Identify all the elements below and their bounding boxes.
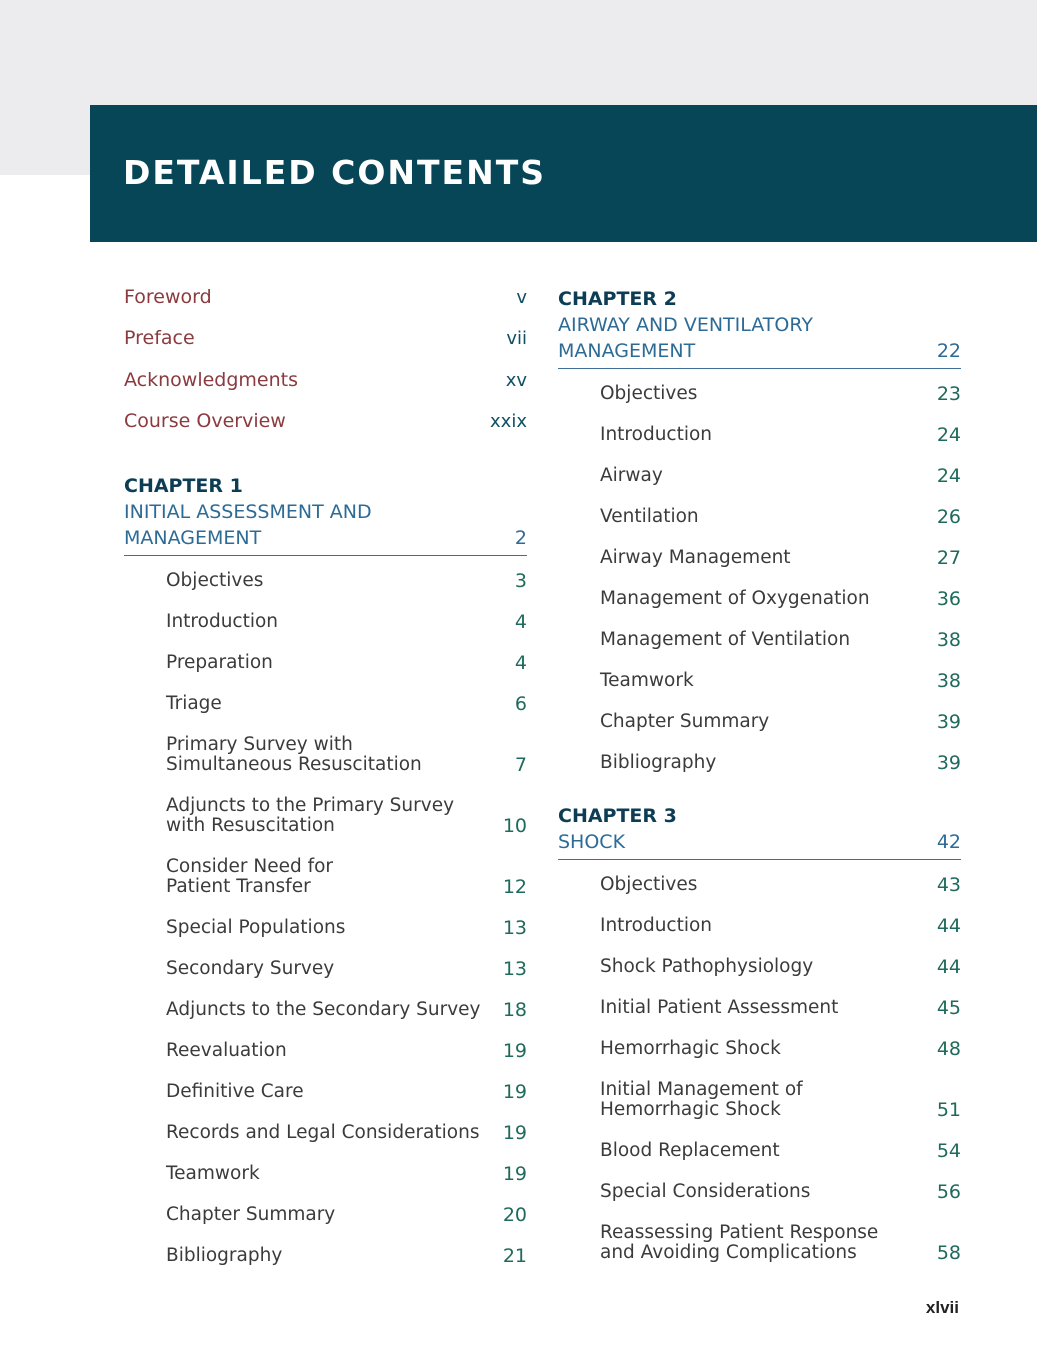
- entry-label: Teamwork: [166, 1163, 260, 1185]
- chapter-entries: [558, 369, 961, 779]
- entry-page: 24: [936, 424, 961, 446]
- entry-page: 6: [514, 693, 527, 716]
- front-matter-page: xxix: [490, 410, 527, 432]
- entry-page: 20: [502, 1204, 527, 1227]
- entry-label: Definitive Care: [166, 1081, 304, 1103]
- chapter-3: [558, 803, 961, 1269]
- front-matter-title: Preface: [124, 327, 195, 350]
- chapter-number: CHAPTER 1: [124, 475, 243, 498]
- page-number: xlvii: [925, 1298, 959, 1317]
- entry-label: Teamwork: [600, 670, 694, 691]
- entry-label: Special Considerations: [600, 1181, 811, 1202]
- entry-label: Management of Ventilation: [600, 629, 851, 650]
- toc-entry[interactable]: [558, 492, 961, 533]
- toc-entry[interactable]: [124, 720, 527, 781]
- entry-label: Shock Pathophysiology: [600, 956, 814, 977]
- entry-label: Hemorrhagic Shock: [600, 1038, 781, 1059]
- front-matter-list: [124, 286, 527, 451]
- entry-label: Preparation: [166, 652, 273, 674]
- entry-label: Adjuncts to the Primary Survey with Resuscitation: [166, 795, 455, 837]
- entry-page: 43: [936, 874, 961, 896]
- entry-page: 4: [514, 652, 527, 675]
- entry-page: 38: [936, 629, 961, 651]
- chapter-number: CHAPTER 2: [558, 288, 677, 310]
- left-column: [124, 286, 527, 1282]
- entry-page: 10: [502, 815, 527, 838]
- toc-entry[interactable]: [558, 369, 961, 410]
- entry-label: Initial Management of Hemorrhagic Shock: [600, 1079, 803, 1120]
- entry-label: Objectives: [600, 383, 698, 404]
- entry-label: Management of Oxygenation: [600, 588, 870, 609]
- entry-page: 44: [936, 956, 961, 978]
- toc-entry[interactable]: [124, 597, 527, 638]
- toc-entry[interactable]: [558, 983, 961, 1024]
- chapter-page: 42: [936, 831, 961, 853]
- entry-page: 7: [514, 754, 527, 777]
- entry-page: 45: [936, 997, 961, 1019]
- front-matter-title: Foreword: [124, 286, 212, 308]
- toc-entry[interactable]: [558, 860, 961, 901]
- entry-page: 36: [936, 588, 961, 610]
- toc-entry[interactable]: [124, 1067, 527, 1108]
- toc-entry[interactable]: [124, 842, 527, 903]
- entry-page: 18: [502, 999, 527, 1022]
- toc-entry[interactable]: [558, 615, 961, 656]
- front-matter-row[interactable]: [124, 327, 527, 368]
- front-matter-page: xv: [505, 369, 527, 391]
- chapter-page: 22: [936, 340, 961, 362]
- chapter-entries: [124, 556, 527, 1272]
- toc-entry[interactable]: [558, 451, 961, 492]
- toc-entry[interactable]: [124, 985, 527, 1026]
- entry-page: 3: [514, 570, 527, 593]
- toc-entry[interactable]: [124, 679, 527, 720]
- entry-label: Chapter Summary: [166, 1204, 336, 1226]
- toc-entry[interactable]: [558, 410, 961, 451]
- front-matter-page: v: [516, 287, 527, 308]
- entry-label: Introduction: [166, 611, 279, 633]
- entry-page: 4: [514, 611, 527, 634]
- entry-page: 38: [936, 670, 961, 692]
- toc-entry[interactable]: [558, 574, 961, 615]
- toc-entry[interactable]: [558, 1167, 961, 1208]
- entry-page: 13: [502, 958, 527, 981]
- toc-entry[interactable]: [124, 1231, 527, 1272]
- toc-entry[interactable]: [558, 656, 961, 697]
- front-matter-row[interactable]: [124, 369, 527, 410]
- entry-page: 12: [502, 876, 527, 899]
- entry-page: 44: [936, 915, 961, 937]
- chapter-title: AIRWAY AND VENTILATORY MANAGEMENT: [558, 314, 813, 362]
- entry-page: 39: [936, 711, 961, 733]
- entry-page: 19: [502, 1122, 527, 1145]
- toc-entry[interactable]: [124, 944, 527, 985]
- entry-page: 21: [502, 1245, 527, 1268]
- entry-label: Initial Patient Assessment: [600, 997, 839, 1018]
- entry-page: 56: [936, 1181, 961, 1203]
- toc-entry[interactable]: [124, 1190, 527, 1231]
- toc-entry[interactable]: [558, 1065, 961, 1126]
- chapter-heading[interactable]: [558, 286, 961, 369]
- chapter-title: SHOCK: [558, 831, 626, 853]
- toc-entry[interactable]: [558, 901, 961, 942]
- entry-page: 58: [936, 1242, 961, 1264]
- entry-label: Objectives: [600, 874, 698, 895]
- entry-label: Consider Need for Patient Transfer: [166, 856, 334, 898]
- page-title: DETAILED CONTENTS: [123, 153, 546, 192]
- entry-label: Secondary Survey: [166, 958, 335, 980]
- toc-entry[interactable]: [558, 942, 961, 983]
- entry-page: 26: [936, 506, 961, 528]
- chapter-1: [124, 473, 527, 1272]
- toc-entry[interactable]: [124, 1149, 527, 1190]
- toc-entry[interactable]: [558, 1126, 961, 1167]
- toc-entry[interactable]: [124, 1026, 527, 1067]
- entry-label: Primary Survey with Simultaneous Resuscitation: [166, 734, 422, 776]
- entry-label: Records and Legal Considerations: [166, 1122, 480, 1144]
- entry-label: Airway Management: [600, 547, 791, 568]
- front-matter-row[interactable]: [124, 286, 527, 327]
- entry-label: Introduction: [600, 424, 713, 445]
- front-matter-row[interactable]: [124, 410, 527, 451]
- toc-entry[interactable]: [558, 1024, 961, 1065]
- entry-page: 39: [936, 752, 961, 774]
- toc-entry[interactable]: [124, 556, 527, 597]
- entry-label: Special Populations: [166, 917, 346, 939]
- entry-label: Reevaluation: [166, 1040, 287, 1062]
- entry-label: Bibliography: [600, 752, 717, 773]
- toc-entry[interactable]: [124, 781, 527, 842]
- entry-page: 54: [936, 1140, 961, 1162]
- front-matter-page: vii: [506, 328, 527, 350]
- entry-label: Introduction: [600, 915, 713, 936]
- chapter-heading[interactable]: [558, 803, 961, 860]
- header-bar: [90, 105, 1037, 242]
- front-matter-title: Course Overview: [124, 409, 286, 432]
- right-column: [558, 286, 961, 1279]
- toc-entry[interactable]: [558, 738, 961, 779]
- toc-entry[interactable]: [124, 1108, 527, 1149]
- chapter-heading[interactable]: [124, 473, 527, 556]
- entry-page: 19: [502, 1081, 527, 1104]
- entry-label: Chapter Summary: [600, 711, 770, 732]
- entry-page: 19: [502, 1163, 527, 1186]
- chapter-page: 2: [514, 527, 527, 550]
- chapter-number: CHAPTER 3: [558, 805, 677, 827]
- toc-entry[interactable]: [558, 1208, 961, 1269]
- chapter-entries: [558, 860, 961, 1269]
- entry-page: 27: [936, 547, 961, 569]
- entry-page: 23: [936, 383, 961, 405]
- toc-entry[interactable]: [558, 697, 961, 738]
- entry-page: 48: [936, 1038, 961, 1060]
- entry-label: Reassessing Patient Response and Avoiding Complications: [600, 1222, 879, 1263]
- chapter-2: [558, 286, 961, 779]
- entry-label: Objectives: [166, 570, 264, 592]
- entry-label: Airway: [600, 465, 663, 486]
- entry-label: Blood Replacement: [600, 1140, 780, 1161]
- entry-label: Triage: [166, 693, 222, 715]
- front-matter-title: Acknowledgments: [124, 368, 298, 391]
- toc-entry[interactable]: [558, 533, 961, 574]
- entry-page: 13: [502, 917, 527, 940]
- entry-page: 51: [936, 1099, 961, 1121]
- toc-entry[interactable]: [124, 903, 527, 944]
- entry-page: 24: [936, 465, 961, 487]
- toc-entry[interactable]: [124, 638, 527, 679]
- entry-label: Adjuncts to the Secondary Survey: [166, 999, 481, 1021]
- chapter-title: INITIAL ASSESSMENT AND MANAGEMENT: [124, 501, 372, 550]
- entry-label: Ventilation: [600, 506, 699, 527]
- entry-page: 19: [502, 1040, 527, 1063]
- entry-label: Bibliography: [166, 1245, 283, 1267]
